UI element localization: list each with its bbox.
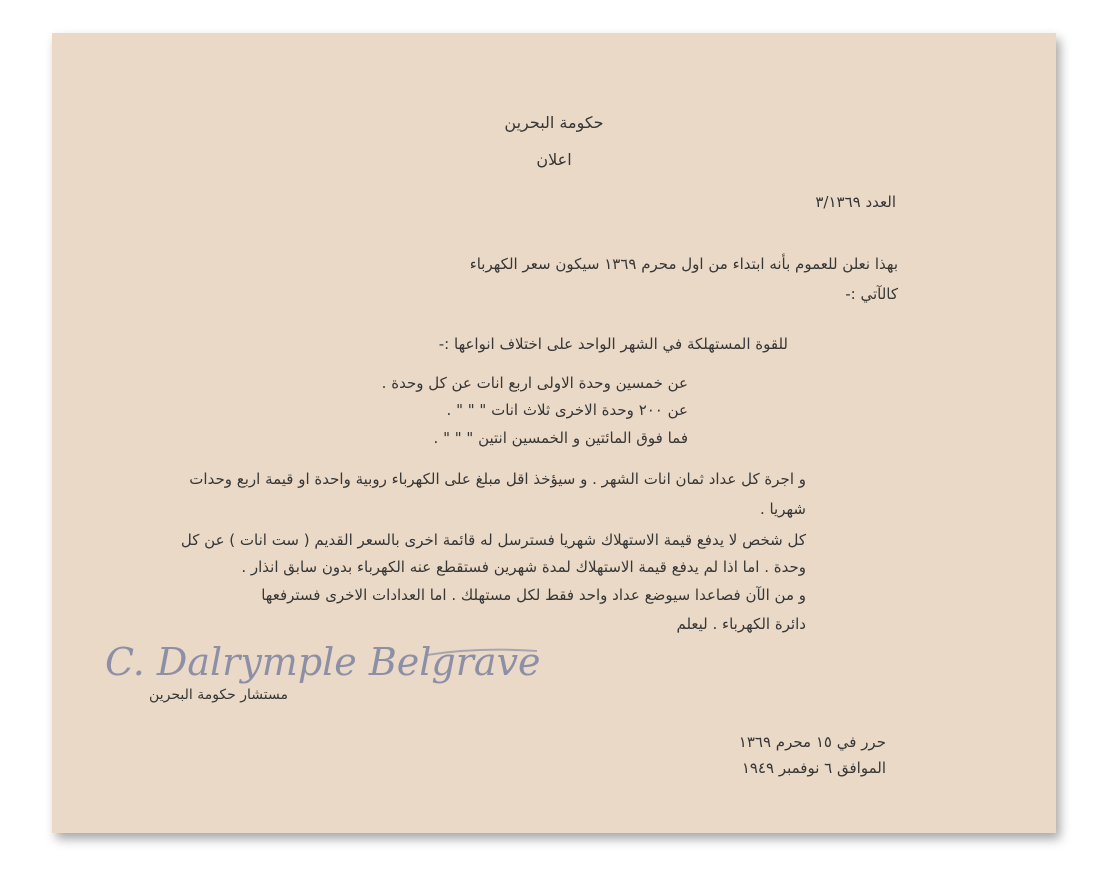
signatory-title: مستشار حكومة البحرين bbox=[149, 687, 288, 703]
reference-number: العدد ٣/١٣٦٩ bbox=[815, 193, 896, 211]
paragraph-3-line-2: دائرة الكهرباء . ليعلم bbox=[676, 615, 806, 633]
paragraph-2-line-2: وحدة . اما اذا لم يدفع قيمة الاستهلاك لمدة شهرين فستقطع عنه الكهرباء بدون سابق انذار . bbox=[241, 558, 806, 576]
intro-line-1: بهذا نعلن للعموم بأنه ابتداء من اول محرم ١٣٦٩ سيكون سعر الكهرباء bbox=[469, 255, 898, 273]
paragraph-2-line-1: كل شخص لا يدفع قيمة الاستهلاك شهريا فسترسل له قائمة اخرى بالسعر القديم ( ست انات ) عن كل bbox=[180, 531, 806, 549]
signature-text: C. Dalrymple Belgrave bbox=[105, 640, 541, 684]
rate-line-3: فما فوق المائتين و الخمسين انتين " " " . bbox=[433, 429, 688, 447]
rate-line-2: عن ٢٠٠ وحدة الاخرى ثلاث انات " " " . bbox=[446, 401, 688, 419]
document-title: اعلان bbox=[536, 150, 572, 169]
date-hijri: حرر في ١٥ محرم ١٣٦٩ bbox=[738, 733, 886, 751]
signature-graphic bbox=[97, 631, 557, 689]
date-gregorian: الموافق ٦ نوفمبر ١٩٤٩ bbox=[741, 759, 886, 777]
paragraph-3-line-1: و من الآن فصاعدا سيوضع عداد واحد فقط لكل مستهلك . اما العدادات الاخرى فسترفعها bbox=[261, 586, 806, 604]
rates-subheading: للقوة المستهلكة في الشهر الواحد على اختلاف انواعها :- bbox=[438, 335, 788, 353]
paragraph-1-line-1: و اجرة كل عداد ثمان انات الشهر . و سيؤخذ اقل مبلغ على الكهرباء روبية واحدة او قيمة اربع وحدات bbox=[189, 470, 806, 488]
document-paper bbox=[52, 33, 1056, 833]
document-header: حكومة البحرين bbox=[504, 113, 604, 132]
paragraph-1-line-2: شهريا . bbox=[759, 500, 806, 518]
handwritten-signature bbox=[97, 631, 557, 689]
rate-line-1: عن خمسين وحدة الاولى اربع انات عن كل وحدة . bbox=[381, 374, 688, 392]
intro-line-2: كالآتي :- bbox=[845, 285, 898, 303]
